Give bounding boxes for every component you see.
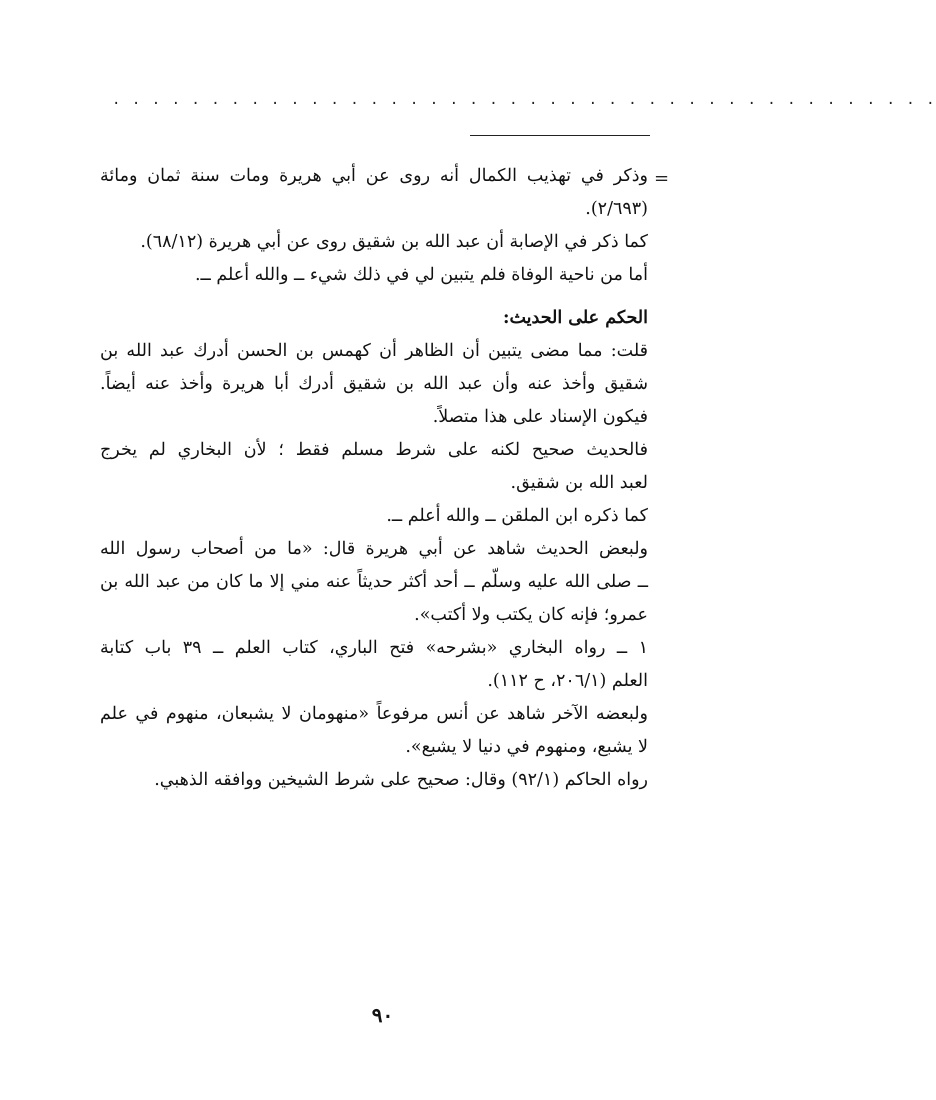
- text-line: فيكون الإسناد على هذا متصلاً.: [432, 407, 648, 427]
- text-line: كما ذكر في الإصابة أن عبد الله بن شقيق روى عن أبي هريرة (٦٨/١٢).: [140, 232, 648, 252]
- dotted-separator: . . . . . . . . . . . . . . . . . . . . . . . . . . . . . . . . . . . . . . . . . .: [112, 92, 936, 108]
- text-line: (٢/٦٩٣).: [585, 199, 648, 219]
- text-line: لا يشبع، ومنهوم في دنيا لا يشبع».: [405, 737, 648, 757]
- text-line: قلت: مما مضى يتبين أن الظاهر أن كهمس بن الحسن أدرك عبد الله بن: [100, 341, 648, 361]
- footnote-rule: [470, 135, 650, 136]
- continuation-marker: =: [654, 168, 670, 189]
- text-line: ــ صلى الله عليه وسلّم ــ أحد أكثر حديثاً عنه مني إلا ما كان من عبد الله بن: [100, 572, 648, 592]
- page-number: ٩٠: [371, 1003, 394, 1027]
- text-line: أما من ناحية الوفاة فلم يتبين لي في ذلك شيء ــ والله أعلم ــ.: [194, 265, 648, 285]
- text-line: وذكر في تهذيب الكمال أنه روى عن أبي هريرة ومات سنة ثمان ومائة: [100, 166, 648, 186]
- footnote-text: [100, 160, 648, 797]
- text-line: ولبعضه الآخر شاهد عن أنس مرفوعاً «منهومان لا يشبعان، منهوم في علم: [100, 704, 648, 724]
- section-heading: الحكم على الحديث:: [503, 308, 648, 328]
- text-line: لعبد الله بن شقيق.: [510, 473, 648, 493]
- text-line: كما ذكره ابن الملقن ــ والله أعلم ــ.: [386, 506, 648, 526]
- text-line: عمرو؛ فإنه كان يكتب ولا أكتب».: [414, 605, 648, 625]
- text-line: ولبعض الحديث شاهد عن أبي هريرة قال: «ما من أصحاب رسول الله: [100, 539, 648, 559]
- paragraph-gap: [100, 292, 648, 302]
- text-line: رواه الحاكم (٩٢/١) وقال: صحيح على شرط الشيخين ووافقه الذهبي.: [154, 770, 648, 790]
- text-line: فالحديث صحيح لكنه على شرط مسلم فقط ؛ لأن البخاري لم يخرج: [100, 440, 648, 460]
- text-line: العلم (٢٠٦/١، ح ١١٢).: [487, 671, 648, 691]
- text-line: ١ ــ رواه البخاري «بشرحه» فتح الباري، كتاب العلم ــ ٣٩ باب كتابة: [100, 638, 648, 658]
- text-line: شقيق وأخذ عنه وأن عبد الله بن شقيق أدرك أبا هريرة وأخذ عنه أيضاً.: [100, 374, 648, 394]
